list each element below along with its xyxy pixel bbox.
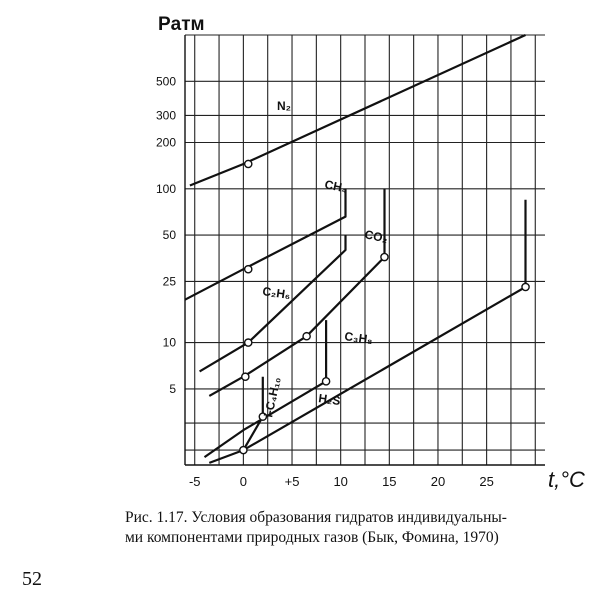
series-label: C₂H₆	[261, 284, 292, 302]
series-label: H₂S	[317, 391, 342, 409]
y-tick-label: 100	[155, 181, 176, 196]
y-tick-label: 25	[162, 274, 176, 289]
figure-caption	[125, 508, 595, 548]
x-tick-label: -5	[188, 474, 201, 489]
y-tick-label: 300	[155, 108, 176, 123]
x-tick-label: +5	[284, 474, 300, 489]
data-point-marker	[245, 339, 252, 346]
data-point-marker	[322, 378, 329, 385]
x-axis-title: t,°C	[548, 467, 585, 492]
x-tick-label: 20	[430, 474, 446, 489]
data-point-marker	[381, 253, 388, 260]
data-point-marker	[245, 266, 252, 273]
caption-line-2: ми компонентами природных газов (Бык, Фомина, 1970)	[125, 529, 499, 546]
data-point-marker	[240, 446, 247, 453]
y-tick-label: 200	[155, 135, 176, 150]
x-tick-label: 15	[382, 474, 397, 489]
series-label: i-C₄H₁₀	[261, 375, 284, 419]
y-tick-label: 5	[169, 381, 176, 396]
series-label: CH₄	[323, 177, 349, 196]
page-number: 52	[22, 568, 42, 590]
data-point-marker	[522, 283, 529, 290]
x-tick-label: 25	[479, 474, 494, 489]
y-tick-label: 50	[162, 228, 176, 243]
caption-line-1: Рис. 1.17. Условия образования гидратов индивидуальны-	[125, 509, 507, 526]
series-line	[185, 189, 346, 300]
series-label: N₂	[277, 99, 291, 113]
data-point-marker	[303, 333, 310, 340]
x-tick-label: 10	[333, 474, 348, 489]
y-tick-label: 500	[155, 74, 176, 89]
data-point-marker	[242, 373, 249, 380]
y-tick-label: 10	[162, 335, 176, 350]
data-point-marker	[245, 160, 252, 167]
y-axis-title: Pатм	[158, 14, 205, 35]
series-line	[200, 235, 346, 371]
series-line	[209, 189, 384, 396]
x-tick-label: 0	[239, 474, 247, 489]
series-label: CO₂	[363, 227, 390, 246]
series-line	[190, 35, 526, 186]
series-label: C₃H₈	[343, 329, 374, 347]
